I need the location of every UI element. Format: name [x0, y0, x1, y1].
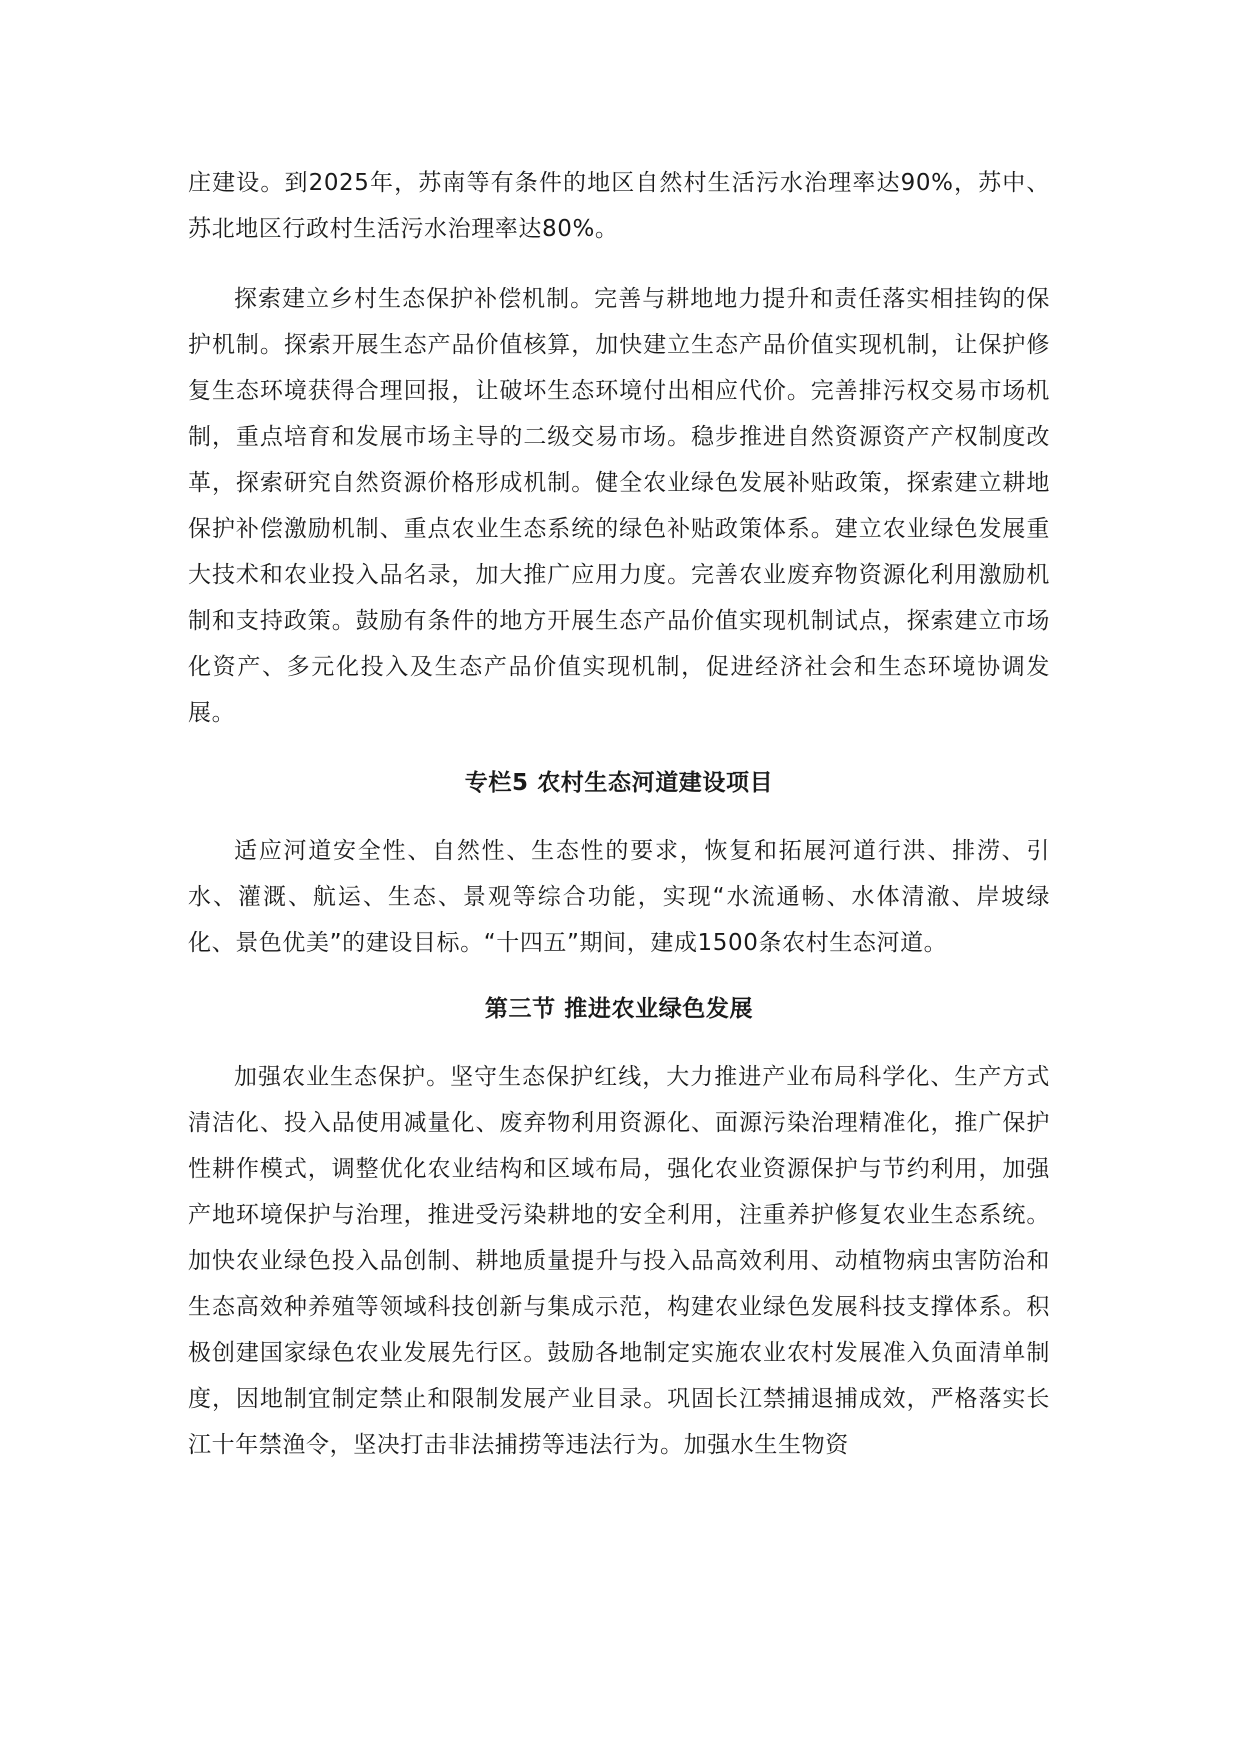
section-title: 第三节 推进农业绿色发展: [484, 996, 754, 1022]
paragraph-river-project: 适应河道安全性、自然性、生态性的要求，恢复和拓展河道行洪、排涝、引水、灌溉、航运、生态、景观等综合功能，实现“水流通畅、水体清澈、岸坡绿化、景色优美”的建设目标。“十四五”期间，建成1500条农村生态河道。: [188, 838, 1050, 956]
paragraph-eco-compensation: 探索建立乡村生态保护补偿机制。完善与耕地地力提升和责任落实相挂钩的保护机制。探索开展生态产品价值核算，加快建立生态产品价值实现机制，让保护修复生态环境获得合理回报，让破坏生态环境付出相应代价。完善排污权交易市场机制，重点培育和发展市场主导的二级交易市场。稳步推进自然资源资产产权制度改革，探索研究自然资源价格形成机制。健全农业绿色发展补贴政策，探索建立耕地保护补偿激励机制、重点农业生态系统的绿色补贴政策体系。建立农业绿色发展重大技术和农业投入品名录，加大推广应用力度。完善农业废弃物资源化利用激励机制和支持政策。鼓励有条件的地方开展生态产品价值实现机制试点，探索建立市场化资产、多元化投入及生态产品价值实现机制，促进经济社会和生态环境协调发展。: [188, 286, 1050, 726]
paragraph-sewage-targets: 庄建设。到2025年，苏南等有条件的地区自然村生活污水治理率达90%，苏中、苏北地区行政村生活污水治理率达80%。: [188, 170, 1050, 242]
box-title: 专栏5 农村生态河道建设项目: [464, 770, 774, 796]
document-page: [188, 160, 1050, 1468]
paragraph-agri-protection: 加强农业生态保护。坚守生态保护红线，大力推进产业布局科学化、生产方式清洁化、投入品使用减量化、废弃物利用资源化、面源污染治理精准化，推广保护性耕作模式，调整优化农业结构和区域布局，强化农业资源保护与节约利用，加强产地环境保护与治理，推进受污染耕地的安全利用，注重养护修复农业生态系统。加快农业绿色投入品创制、耕地质量提升与投入品高效利用、动植物病虫害防治和生态高效种养殖等领域科技创新与集成示范，构建农业绿色发展科技支撑体系。积极创建国家绿色农业发展先行区。鼓励各地制定实施农业农村发展准入负面清单制度，因地制宜制定禁止和限制发展产业目录。巩固长江禁捕退捕成效，严格落实长江十年禁渔令，坚决打击非法捕捞等违法行为。加强水生生物资: [188, 1064, 1050, 1458]
